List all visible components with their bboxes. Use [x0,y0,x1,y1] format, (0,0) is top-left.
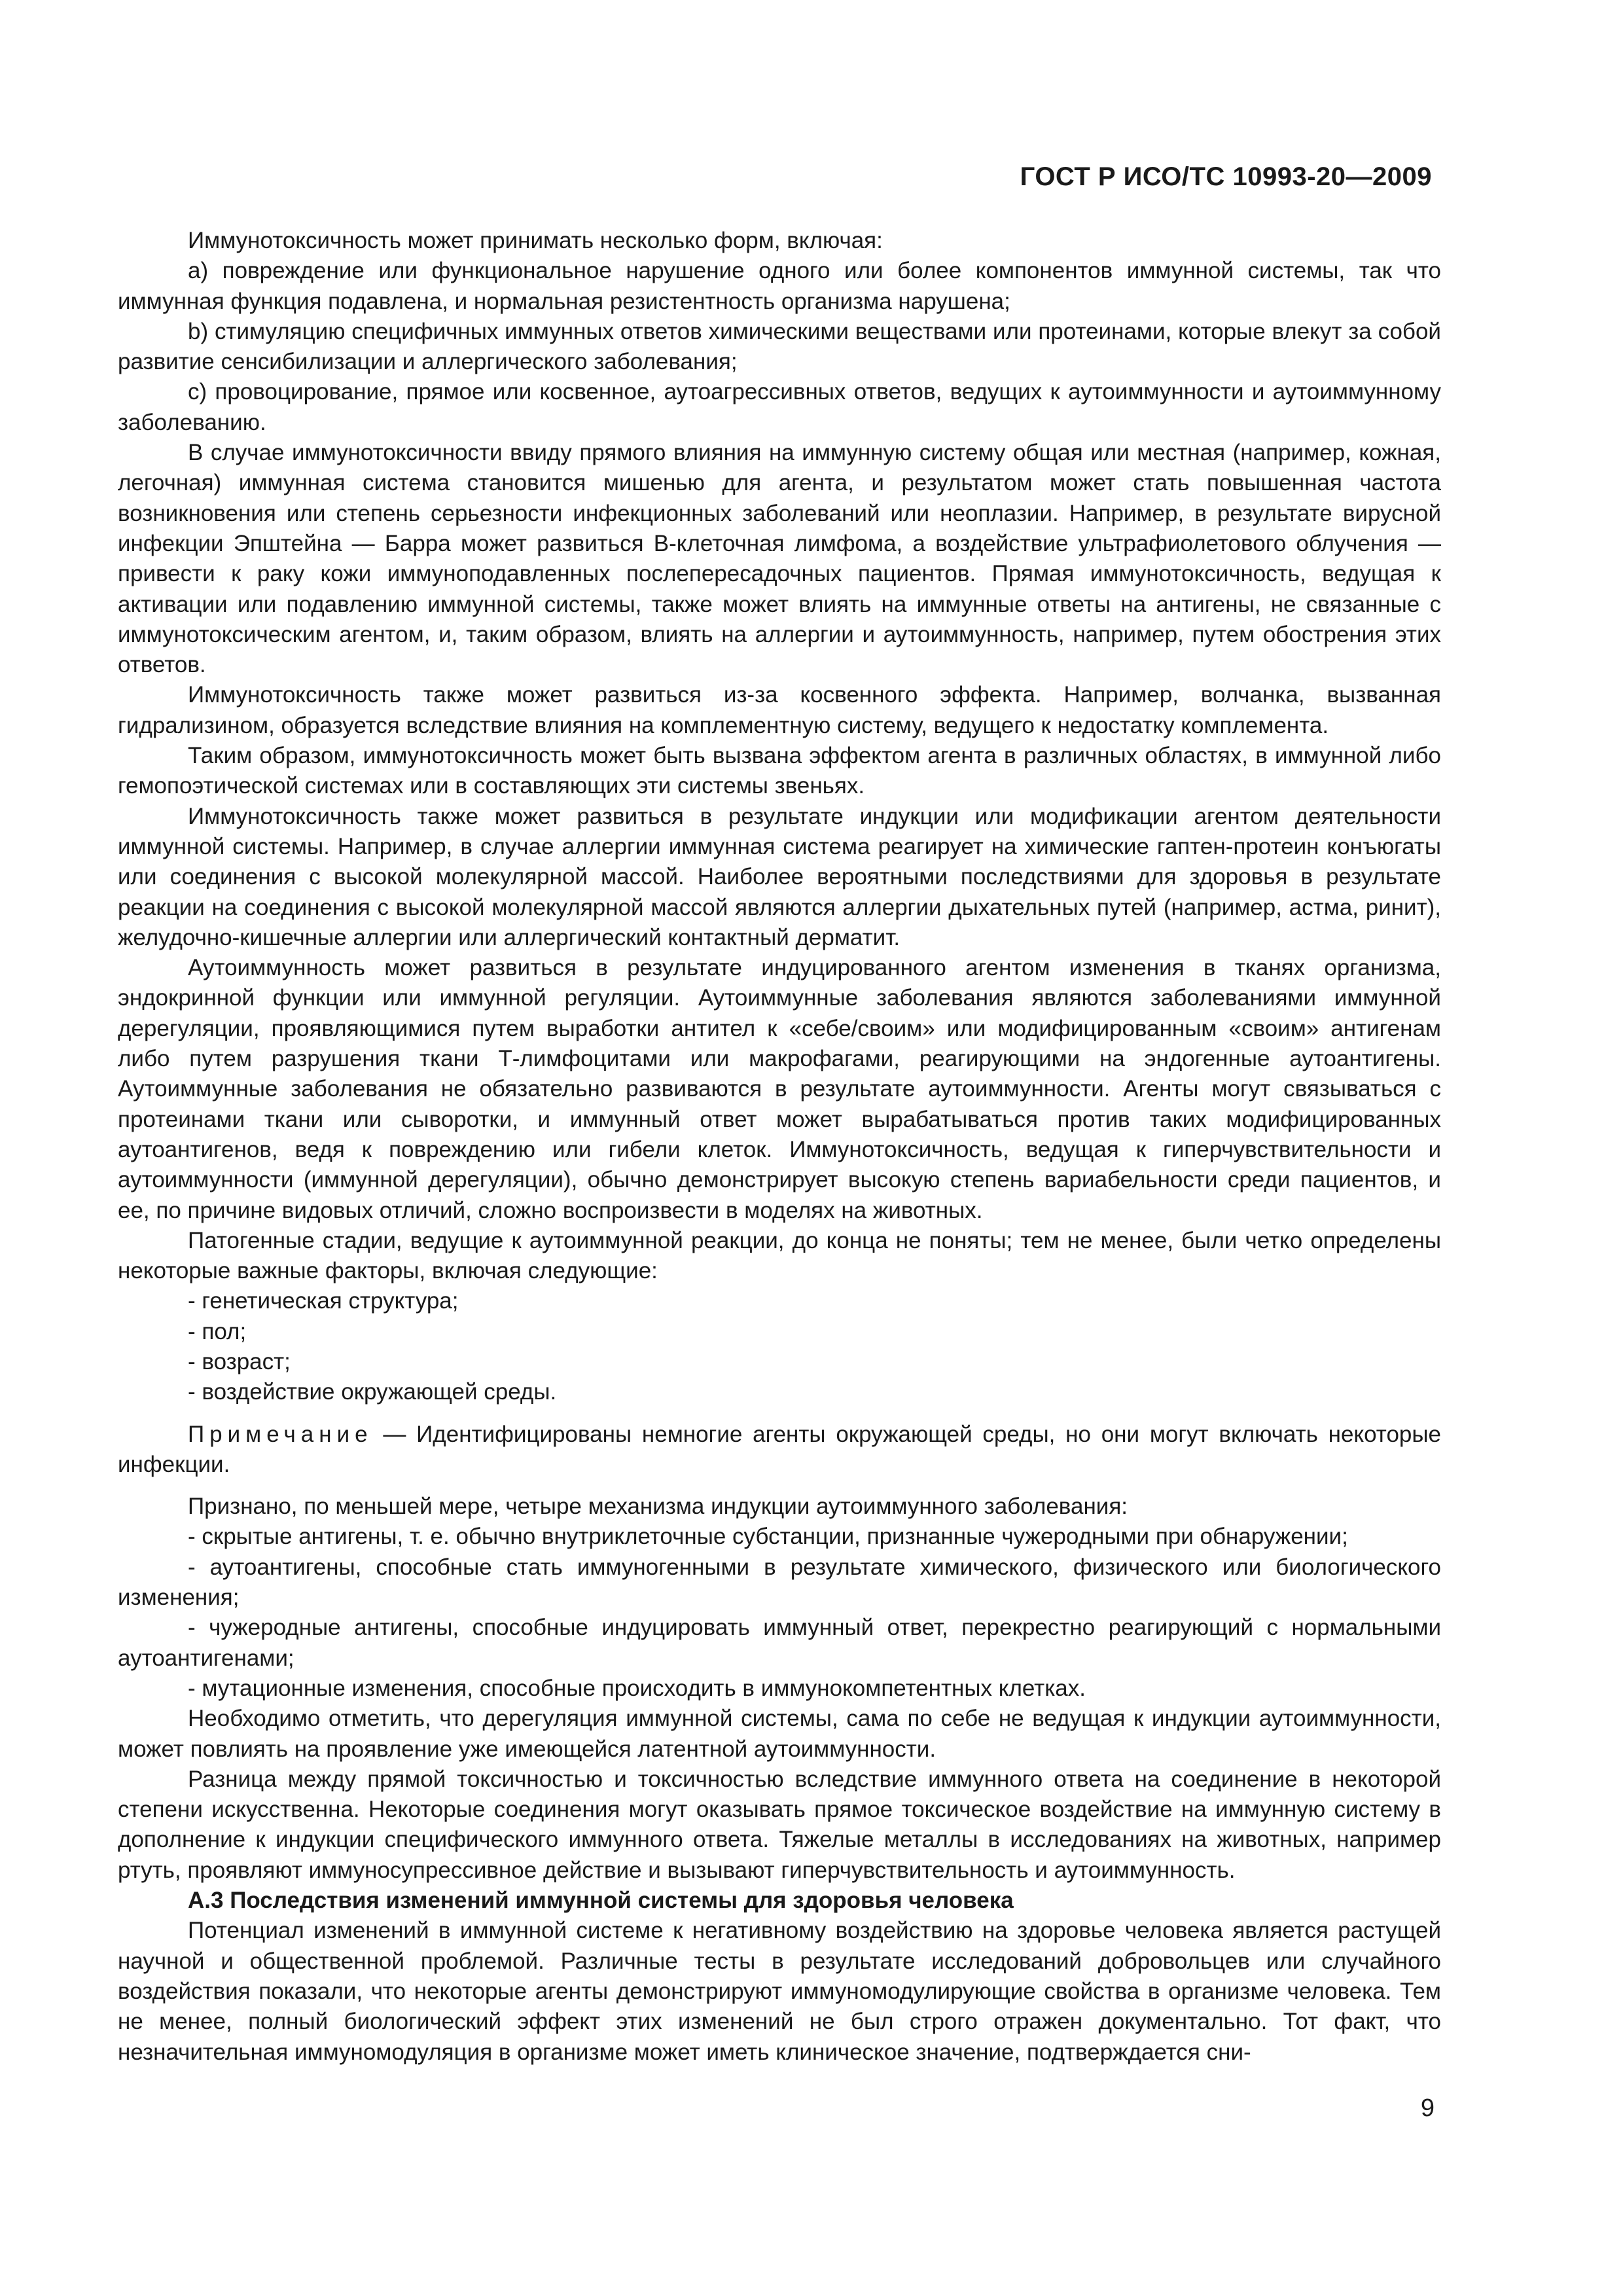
note [118,1420,1441,1480]
list-item: - аутоантигены, способные стать иммуногенными в результате химического, физического или биологического изменения; [118,1554,1441,1611]
list-item: - пол; [188,1318,247,1344]
document-body [118,226,1441,2068]
note-text: — Идентифицированы немногие агенты окружающей среды, но они могут включать некоторые инфекции. [118,1421,1441,1477]
paragraph: Аутоиммунность может развиться в результате индуцированного агентом изменения в тканях организма, эндокринной функции или иммунной регуляции. Аутоиммунные заболевания являются заболеваниями иммунной дерегуляции, проявляющимися путем выработки антител к «себе/своим» или модифицированным «своим» антигенам либо путем разрушения ткани Т-лимфоцитами или макрофагами, реагирующими на эндогенные аутоантигены. Аутоиммунные заболевания не обязательно развиваются в результате аутоиммунности. Агенты могут связываться с протеинами ткани или сыворотки, и иммунный ответ может вырабатываться против таких модифицированных аутоантигенов, ведя к повреждению или гибели клеток. Иммунотоксичность, ведущая к гиперчувствительности и аутоиммунности (иммунной дерегуляции), обычно демонстрирует высокую степень вариабельности среди пациентов, и ее, по причине видовых отличий, сложно воспроизвести в моделях на животных. [118,955,1441,1223]
list-item: - скрытые антигены, т. е. обычно внутриклеточные субстанции, признанные чужеродными при обнаружении; [188,1524,1348,1550]
list-item: - чужеродные антигены, способные индуцировать иммунный ответ, перекрестно реагирующий с нормальными аутоантигенами; [118,1615,1441,1671]
paragraph: Разница между прямой токсичностью и токсичностью вследствие иммунного ответа на соединение в некоторой степени искусственна. Некоторые соединения могут оказывать прямое токсическое воздействие на иммунную систему в дополнение к индукции специфического иммунного ответа. Тяжелые металлы в исследованиях на животных, например ртуть, проявляют иммуносупрессивное действие и вызывают гиперчувствительность и аутоиммунность. [118,1766,1441,1883]
list-item: a) повреждение или функциональное нарушение одного или более компонентов иммунной системы, так что иммунная функция подавлена, и нормальная резистентность организма нарушена; [118,258,1441,314]
list-item: - генетическая структура; [188,1288,459,1314]
paragraph: Иммунотоксичность также может развиться из-за косвенного эффекта. Например, волчанка, вызванная гидрализином, образуется вследствие влияния на комплементную систему, ведущего к недостатку комплемента. [118,682,1441,738]
document-header: ГОСТ Р ИСО/ТС 10993-20—2009 [1020,162,1432,191]
note-label: Примечание [188,1421,373,1447]
paragraph: Патогенные стадии, ведущие к аутоиммунной реакции, до конца не поняты; тем не менее, были четко определены некоторые важные факторы, включая следующие: [118,1227,1441,1284]
paragraph: Таким образом, иммунотоксичность может быть вызвана эффектом агента в различных областях, в иммунной либо гемопоэтической системах или в составляющих эти системы звеньях. [118,743,1441,799]
paragraph: Потенциал изменений в иммунной системе к негативному воздействию на здоровье человека является растущей научной и общественной проблемой. Различные тесты в результате исследований добровольцев или случайного воздействия показали, что некоторые агенты демонстрируют иммуномодулирующие свойства в организме человека. Тем не менее, полный биологический эффект этих изменений не был строго отражен документально. Тот факт, что незначительная иммуномодуляция в организме может иметь клиническое значение, подтверждается сни- [118,1918,1441,2065]
list-item: c) провоцирование, прямое или косвенное, аутоагрессивных ответов, ведущих к аутоиммунности и аутоиммунному заболеванию. [118,379,1441,435]
page-number: 9 [1420,2094,1435,2122]
paragraph: Иммунотоксичность также может развиться в результате индукции или модификации агентом деятельности иммунной системы. Например, в случае аллергии иммунная система реагирует на химические гаптен-протеин конъюгаты или соединения с высокой молекулярной массой. Наиболее вероятными последствиями для здоровья в результате реакции на соединения с высокой молекулярной массой являются аллергии дыхательных путей (например, астма, ринит), желудочно-кишечные аллергии или аллергический контактный дерматит. [118,803,1441,950]
list-item: - возраст; [188,1348,291,1374]
list-item: - мутационные изменения, способные происходить в иммунокомпетентных клетках. [188,1675,1086,1701]
section-title: А.3 Последствия изменений иммунной системы для здоровья человека [188,1888,1014,1914]
list-item: b) стимуляцию специфичных иммунных ответов химическими веществами или протеинами, которые влекут за собой развитие сенсибилизации и аллергического заболевания; [118,318,1441,375]
paragraph: Необходимо отметить, что дерегуляция иммунной системы, сама по себе не ведущая к индукции аутоиммунности, может повлиять на проявление уже имеющейся латентной аутоиммунности. [118,1706,1441,1762]
paragraph: В случае иммунотоксичности ввиду прямого влияния на иммунную систему общая или местная (например, кожная, легочная) иммунная система становится мишенью для агента, и результатом может стать повышенная частота возникновения или степень серьезности инфекционных заболеваний или неоплазии. Например, в результате вирусной инфекции Эпштейна — Барра может развиться B-клеточная лимфома, а воздействие ультрафиолетового облучения — привести к раку кожи иммуноподавленных послепересадочных пациентов. Прямая иммунотоксичность, ведущая к активации или подавлению иммунной системы, также может влиять на иммунные ответы на антигены, не связанные с иммунотоксическим агентом, и, таким образом, влиять на аллергии и аутоиммунность, например, путем обострения этих ответов. [118,440,1441,678]
paragraph: Иммунотоксичность может принимать несколько форм, включая: [188,228,883,253]
list-item: - воздействие окружающей среды. [188,1379,557,1405]
paragraph: Признано, по меньшей мере, четыре механизма индукции аутоиммунного заболевания: [188,1494,1128,1520]
